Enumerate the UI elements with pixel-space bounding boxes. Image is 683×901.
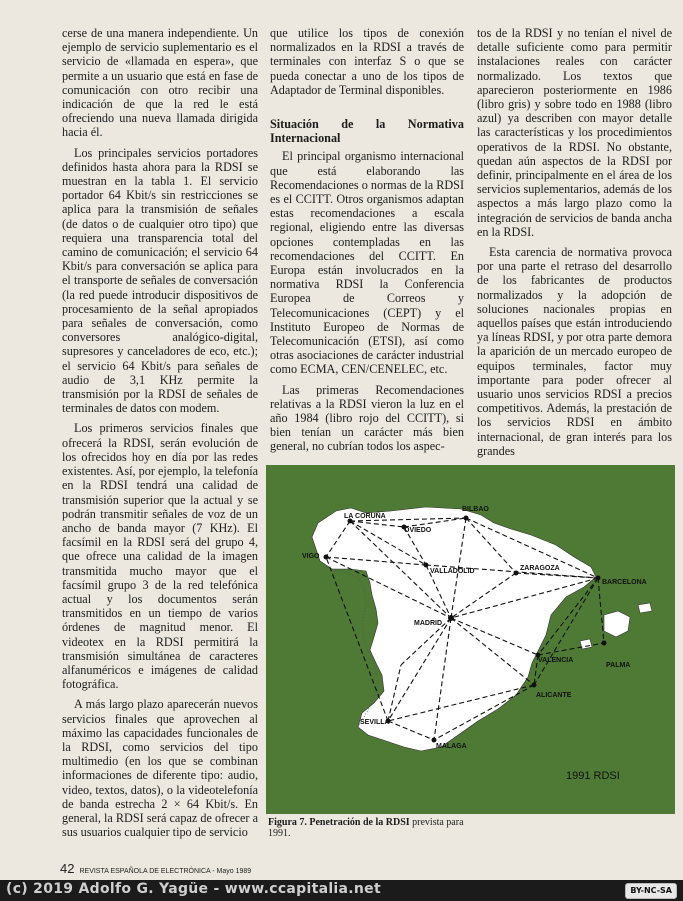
mallorca-island [604, 611, 630, 637]
column-2 [270, 26, 464, 454]
cc-license-badge[interactable] [625, 883, 677, 899]
page-footer [60, 861, 251, 876]
page-number: 42 [60, 861, 75, 876]
city-label-alicante: ALICANTE [536, 692, 572, 699]
paragraph: A más largo plazo aparecerán nuevos servicios finales que aprovechen al máximo las capacidades funcionales de la RDSI, como servicios del tipo multimedio (en los que se combinan informaciones de diferente tipo: audio, video, textos, datos), o la videotelefonía de banda estrecha 2 × 64 Kbit/s. En general, la RDSI será capaz de ofrecer a sus usuarios cualquier tipo de servicio [62, 697, 258, 840]
paragraph: que utilice los tipos de conexión normalizados en la RDSI a través de terminales con interfaz S o que se pueda conectar a uno de los tipos de Adaptador de Terminal disponibles. [270, 26, 464, 97]
map-title: 1991 RDSI [566, 770, 620, 782]
city-label-valladolid: VALLADOLID [430, 568, 475, 575]
paragraph: Las primeras Recomendaciones relativas a la RDSI vieron la luz en el año 1984 (libro rojo del CCITT), si bien tenían un carácter más bien general, no cubrían todos los aspec- [270, 382, 464, 454]
city-label-madrid: MADRID [414, 620, 442, 627]
city-label-zaragoza: ZARAGOZA [520, 565, 560, 572]
city-label-sevilla: SEVILLA [360, 719, 390, 726]
city-label-bilbao: BILBAO [462, 506, 489, 513]
city-label-palma: PALMA [606, 662, 631, 669]
copyright-credit: (c) 2019 Adolfo G. Yagüe - www.ccapitalia.net [6, 881, 381, 897]
city-label-malaga: MALAGA [436, 743, 467, 750]
section-heading: Situación de la Normativa Internacional [270, 117, 464, 146]
column-1 [62, 26, 258, 839]
paragraph: Los principales servicios portadores definidos hasta ahora para la RDSI se muestran en la tabla 1. El servicio portador 64 Kbit/s sin restricciones se aplica para la transmisión de señales (de datos o de cualquier otro tipo) que requiera una transparencia total del camino de comunicación; el servicio 64 Kbit/s para conversación se aplica para el transporte de señales de conversación (la red puede introducir dispositivos de procesamiento de la señal apropiados para señales de conversación, como conversores analógico-digital, supresores y canceladores de eco, etc.); el servicio 64 Kbit/s para señales de audio de 3,1 KHz permite la transmisión por la RDSI de señales de terminales de datos con modem. [62, 145, 258, 416]
menorca-island [638, 603, 652, 613]
caption-text: prevista para 1991. [268, 817, 464, 839]
watermark-bar [0, 880, 683, 901]
publication-name: REVISTA ESPAÑOLA DE ELECTRÓNICA - Mayo 1989 [79, 868, 252, 875]
caption-label: Figura 7. Penetración de la RDSI [268, 817, 410, 828]
paragraph: tos de la RDSI y no tenían el nivel de detalle suficiente como para permitir instalaciones reales con carácter normalizado. Los textos que aparecieron posteriormente en 1986 (libro gris) y sobre todo en 1988 (libro azul) ya describen con mayor detalle las características y los procedimientos operativos de la RDSI. No obstante, quedan aún aspectos de la RDSI por definir, principalmente en el área de los servicios suplementarios, además de los aspectos a más largo plazo como la integración de servicios de banda ancha en la RDSI. [477, 26, 672, 239]
paragraph: Esta carencia de normativa provoca por una parte el retraso del desarrollo de los fabricantes de productos normalizados y la adopción de soluciones nacionales propias en aquellos países que están introduciendo ya líneas RDSI, y por otra parte demora la aparición de un mercado europeo de equipos terminales, factor muy importante para poder ofrecer al usuario unos servicios RDSI a precios competitivos. Además, la prestación de los servicios RDSI en ámbito internacional, de gran interés para los grandes [477, 245, 672, 458]
paragraph: cerse de una manera independiente. Un ejemplo de servicio suplementario es el servicio de «llamada en espera», que permite a un usuario que está en fase de comunicación con otro recibir una indicación de que la red le está ofreciendo una nueva llamada dirigida hacia él. [62, 26, 258, 140]
spain-landmass [312, 507, 596, 751]
column-3 [477, 26, 672, 458]
city-label-vigo: VIGO [302, 553, 320, 560]
city-label-la-coruna: LA CORUÑA [344, 513, 386, 520]
city-label-oviedo: OVIEDO [404, 527, 432, 534]
paragraph: Los primeros servicios finales que ofrecerá la RDSI, serán evolución de los ofrecidos hoy en día por las redes existentes. Así, por ejemplo, la telefonía en la RDSI tendrá una calidad de transmisión superior que la actual y se podrán transmitir señales de voz de un ancho de banda mayor (7 KHz). El facsímil en la RDSI será del grupo 4, que ofrece una calidad de la imagen transmitida mucho mayor que el facsímil grupo 3 de la red telefónica actual y los documentos serán transmitidos en un tiempo de varios órdenes de magnitud menor. El videotex en la RDSI permitirá la transmisión simultánea de caracteres alfanuméricos e imágenes de calidad fotográfica. [62, 421, 258, 692]
map-drawing [266, 465, 675, 814]
license-label: BY-NC-SA [630, 886, 672, 895]
city-label-valencia: VALENCIA [538, 657, 574, 664]
spain-network-map [266, 465, 675, 814]
city-label-barcelona: BARCELONA [602, 579, 647, 586]
figure-caption [268, 817, 478, 839]
paragraph: El principal organismo internacional que está elaborando las Recomendaciones o normas de la RDSI es el CCITT. Otros organismos adaptan estas recomendaciones a escala regional, eligiendo entre las diversas opciones contempladas en las recomendaciones del CCITT. En Europa están involucrados en la normativa RDSI la Conferencia Europea de Correos y Telecomunicaciones (CEPT) y el Instituto Europeo de Normas de Telecomunicación (ETSI), así como otras asociaciones de carácter industrial como ECMA, CEN/CENELEC, etc. [270, 149, 464, 377]
